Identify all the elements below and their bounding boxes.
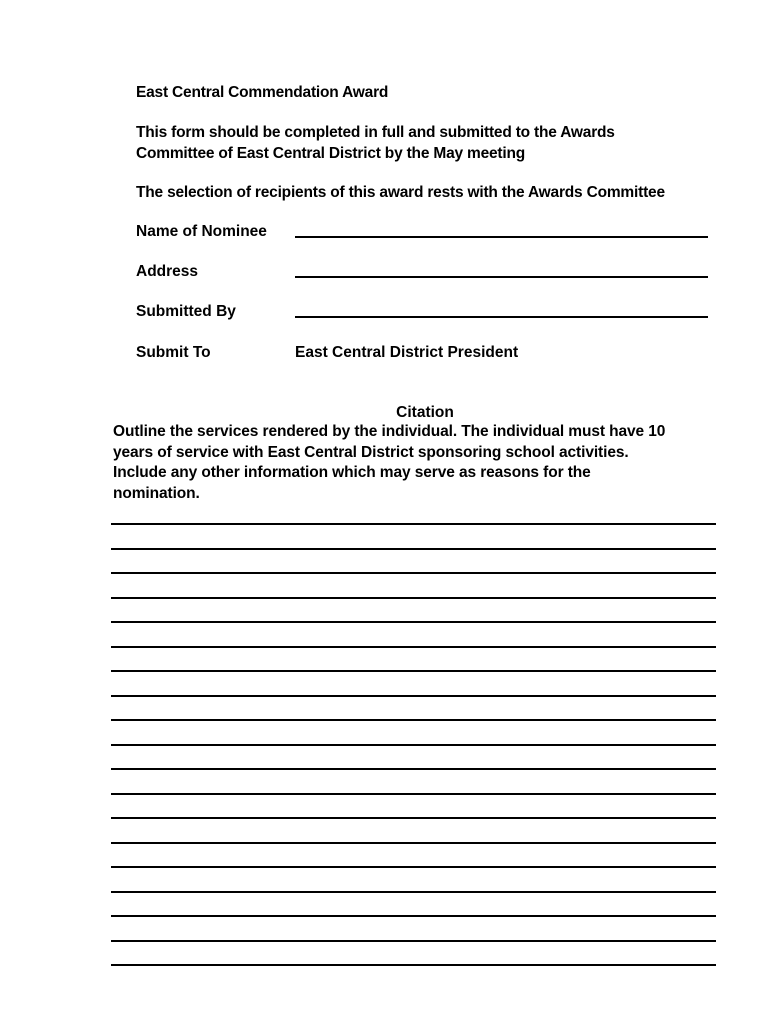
citation-writing-line[interactable]	[111, 940, 716, 942]
nominee-label: Name of Nominee	[136, 223, 267, 240]
citation-writing-line[interactable]	[111, 964, 716, 966]
citation-writing-line[interactable]	[111, 817, 716, 819]
submit-to-value: East Central District President	[295, 344, 519, 361]
citation-writing-line[interactable]	[111, 793, 716, 795]
citation-writing-line[interactable]	[111, 597, 716, 599]
citation-line-4: nomination.	[113, 484, 200, 502]
citation-line-1: Outline the services rendered by the individual. The individual must have 10	[113, 423, 666, 440]
form-instruction-line-1: This form should be completed in full and submitted to the Awards	[136, 124, 615, 141]
citation-writing-line[interactable]	[111, 523, 716, 525]
citation-writing-line[interactable]	[111, 548, 716, 550]
citation-title: Citation	[396, 404, 454, 421]
citation-writing-line[interactable]	[111, 646, 716, 648]
citation-writing-line[interactable]	[111, 915, 716, 917]
citation-writing-line[interactable]	[111, 572, 716, 574]
form-title: East Central Commendation Award	[136, 84, 389, 101]
citation-line-3: Include any other information which may serve as reasons for the	[113, 464, 591, 481]
citation-writing-line[interactable]	[111, 744, 716, 746]
selection-note: The selection of recipients of this award rests with the Awards Committee	[136, 184, 665, 201]
citation-writing-line[interactable]	[111, 670, 716, 672]
citation-writing-line[interactable]	[111, 768, 716, 770]
citation-writing-line[interactable]	[111, 695, 716, 697]
submit-to-label: Submit To	[136, 344, 211, 361]
citation-line-2: years of service with East Central District sponsoring school activities.	[113, 443, 629, 461]
citation-writing-line[interactable]	[111, 866, 716, 868]
form-instruction-line-2: Committee of East Central District by the May meeting	[136, 145, 526, 162]
submitted-by-label: Submitted By	[136, 303, 236, 320]
address-label: Address	[136, 263, 199, 280]
citation-writing-line[interactable]	[111, 891, 716, 893]
citation-writing-line[interactable]	[111, 621, 716, 623]
citation-writing-line[interactable]	[111, 842, 716, 844]
citation-writing-area[interactable]	[111, 0, 716, 1024]
citation-writing-line[interactable]	[111, 719, 716, 721]
